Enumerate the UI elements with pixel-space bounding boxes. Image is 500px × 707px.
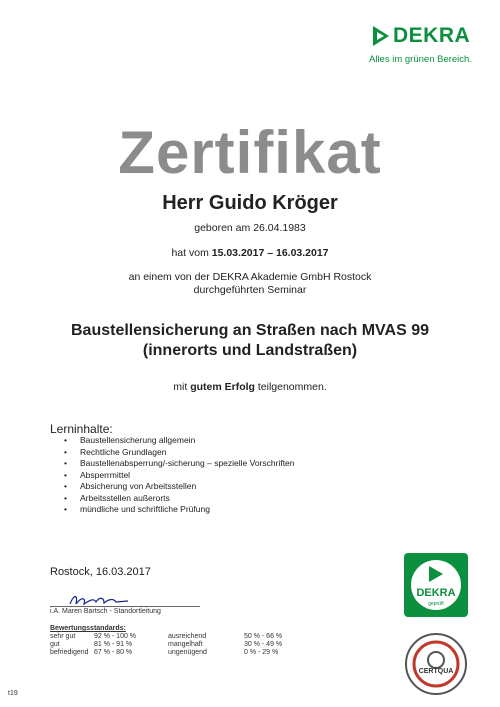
seal-arrow-icon	[428, 565, 444, 583]
table-row: befriedigend 67 % - 80 % ungenügend 0 % - 29 %	[50, 649, 279, 656]
certqua-seal	[404, 632, 468, 696]
result-line	[0, 381, 500, 393]
seminar-dates-line	[0, 247, 500, 259]
list-item: • Rechtliche Grundlagen	[64, 446, 167, 457]
certqua-ring-icon	[404, 632, 468, 696]
signer-name: i.A. Maren Bartsch - Standortleitung	[50, 608, 161, 615]
result-suffix: teilgenommen.	[257, 381, 327, 393]
dates-value: 15.03.2017 – 16.03.2017	[211, 247, 329, 259]
course-title-line-1: Baustellensicherung an Straßen nach MVAS 99	[70, 322, 430, 339]
table-row: sehr gut 92 % - 100 % ausreichend 50 % - 66 %	[50, 633, 283, 640]
place-and-date: Rostock, 16.03.2017	[50, 566, 151, 578]
grading-title: Bewertungsstandards:	[50, 625, 126, 632]
bullet-icon: •	[64, 435, 67, 445]
organizer-line-1: an einem von der DEKRA Akademie GmbH Rostock	[128, 271, 372, 283]
bullet-icon: •	[64, 458, 67, 468]
result-value: gutem Erfolg	[190, 381, 255, 393]
birth-date-line: geboren am 26.04.1983	[194, 222, 306, 234]
list-item: • Absicherung von Arbeitsstellen	[64, 481, 197, 491]
dates-prefix: hat vom	[171, 247, 209, 259]
recipient-name: Herr Guido Kröger	[162, 192, 338, 214]
table-row: gut 81 % - 91 % mangelhaft 30 % - 49 %	[50, 641, 283, 648]
list-item: • Baustellensicherung allgemein	[64, 435, 196, 445]
contents-heading: Lerninhalte:	[50, 422, 113, 436]
bullet-icon: •	[64, 504, 67, 514]
signature-line	[50, 606, 200, 607]
handwritten-signature	[68, 590, 148, 610]
dekra-arrow-icon	[371, 24, 391, 48]
list-item: • Absperrmittel	[64, 469, 131, 480]
course-title-line-2: (innerorts und Landstraßen)	[142, 342, 358, 359]
dekra-seal	[404, 553, 468, 617]
list-item: • Arbeitsstellen außerorts	[64, 492, 170, 503]
certificate-title: Zertifikat	[118, 119, 382, 186]
certqua-wordmark: CERTQUA	[418, 668, 454, 675]
list-item: • Baustellenabsperrung/-sicherung – spezielle Vorschriften	[64, 458, 295, 468]
dekra-logo	[371, 16, 491, 56]
brand-tagline: Alles im grünen Bereich.	[369, 54, 472, 65]
grading-table	[50, 633, 286, 657]
bullet-icon: •	[64, 481, 67, 491]
logo-wordmark: DEKRA	[393, 24, 471, 47]
bullet-icon: •	[64, 446, 67, 457]
contents-list	[64, 435, 295, 516]
list-item: • mündliche und schriftliche Prüfung	[64, 504, 210, 514]
seal-wordmark: DEKRA	[416, 587, 456, 599]
bullet-icon: •	[64, 469, 67, 480]
seal-subtext: geprüft	[428, 601, 444, 607]
page-number: t19	[8, 690, 18, 697]
result-prefix: mit	[173, 381, 188, 393]
organizer-line-2: durchgeführten Seminar	[193, 284, 307, 296]
bullet-icon: •	[64, 492, 67, 503]
